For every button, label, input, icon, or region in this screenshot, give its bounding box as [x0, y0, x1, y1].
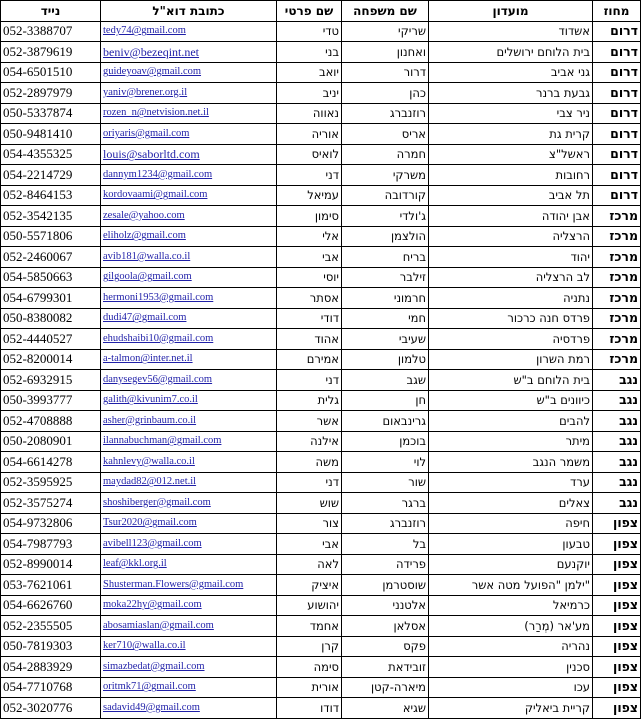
phone-cell: 050-3993777 [1, 390, 101, 411]
email-link[interactable]: moka22hy@gmail.com [103, 599, 202, 611]
phone-cell: 050-9481410 [1, 124, 101, 145]
phone-cell: 052-3595925 [1, 472, 101, 493]
last-name-cell: לוי [342, 452, 429, 473]
phone-cell: 052-4440527 [1, 329, 101, 350]
first-name-cell: קרן [277, 636, 342, 657]
email-link[interactable]: gilgoola@gmail.com [103, 271, 192, 283]
first-name-cell: טדי [277, 21, 342, 42]
email-cell [101, 288, 277, 309]
last-name-cell: אלטנני [342, 595, 429, 616]
email-cell [101, 698, 277, 719]
club-cell: רמת השרון [429, 349, 593, 370]
email-link[interactable]: dannym1234@gmail.com [103, 168, 213, 180]
email-cell [101, 677, 277, 698]
table-row [1, 493, 641, 514]
table-row [1, 308, 641, 329]
first-name-cell: בני [277, 42, 342, 63]
region-cell: דרום [593, 165, 641, 186]
email-cell [101, 595, 277, 616]
region-cell: מרכז [593, 267, 641, 288]
email-cell [101, 226, 277, 247]
last-name-cell: גרינבאום [342, 411, 429, 432]
last-name-cell: ואחנון [342, 42, 429, 63]
email-cell [101, 472, 277, 493]
club-cell: להבים [429, 411, 593, 432]
first-name-cell: אהוד [277, 329, 342, 350]
region-cell: נגב [593, 390, 641, 411]
region-cell: צפון [593, 677, 641, 698]
region-cell: צפון [593, 657, 641, 678]
table-row [1, 349, 641, 370]
email-link[interactable]: abosamiaslan@gmail.com [103, 619, 214, 631]
email-link[interactable]: oriyaris@gmail.com [103, 127, 190, 139]
phone-cell: 050-5337874 [1, 103, 101, 124]
table-row [1, 21, 641, 42]
last-name-cell: שור [342, 472, 429, 493]
phone-cell: 052-3879619 [1, 42, 101, 63]
club-cell: הרצליה [429, 226, 593, 247]
email-cell [101, 575, 277, 596]
phone-cell: 054-2883929 [1, 657, 101, 678]
region-cell: מרכז [593, 206, 641, 227]
email-link[interactable]: simazbedat@gmail.com [103, 660, 205, 672]
table-row [1, 616, 641, 637]
email-link[interactable]: Shusterman.Flowers@gmail.com [103, 578, 244, 590]
phone-cell: 052-3542135 [1, 206, 101, 227]
table-row [1, 62, 641, 83]
last-name-cell: חמרה [342, 144, 429, 165]
email-cell [101, 431, 277, 452]
last-name-cell: בריח [342, 247, 429, 268]
table-row [1, 390, 641, 411]
table-row [1, 554, 641, 575]
first-name-cell: גלית [277, 390, 342, 411]
phone-cell: 052-3020776 [1, 698, 101, 719]
phone-cell: 050-5571806 [1, 226, 101, 247]
table-row [1, 42, 641, 63]
phone-cell: 054-7987793 [1, 534, 101, 555]
first-name-cell: צור [277, 513, 342, 534]
first-name-cell: משה [277, 452, 342, 473]
email-cell [101, 83, 277, 104]
region-cell: דרום [593, 42, 641, 63]
email-cell [101, 370, 277, 391]
email-cell [101, 411, 277, 432]
email-cell [101, 62, 277, 83]
email-cell [101, 42, 277, 63]
phone-cell: 052-8990014 [1, 554, 101, 575]
club-cell: יהוד [429, 247, 593, 268]
first-name-cell: שוש [277, 493, 342, 514]
email-link[interactable]: rozen_n@netvision.net.il [103, 107, 209, 119]
club-cell: צאלים [429, 493, 593, 514]
phone-cell: 050-7819303 [1, 636, 101, 657]
region-cell: מרכז [593, 288, 641, 309]
phone-cell: 053-7621061 [1, 575, 101, 596]
email-cell [101, 349, 277, 370]
header-row [1, 1, 641, 22]
region-cell: דרום [593, 21, 641, 42]
table-row [1, 165, 641, 186]
email-cell [101, 185, 277, 206]
phone-cell: 054-6799301 [1, 288, 101, 309]
region-cell: צפון [593, 616, 641, 637]
first-name-cell: איציק [277, 575, 342, 596]
email-link[interactable]: danysegev56@gmail.com [103, 373, 213, 385]
email-cell [101, 513, 277, 534]
table-row [1, 657, 641, 678]
last-name-cell: בוכמן [342, 431, 429, 452]
email-link[interactable]: eliholz@gmail.com [103, 230, 186, 242]
region-cell: צפון [593, 698, 641, 719]
region-cell: מרכז [593, 349, 641, 370]
table-row [1, 370, 641, 391]
club-cell: עכו [429, 677, 593, 698]
region-cell: מרכז [593, 329, 641, 350]
table-row [1, 472, 641, 493]
club-cell: אבן יהודה [429, 206, 593, 227]
region-cell: דרום [593, 124, 641, 145]
last-name-cell: זובידאת [342, 657, 429, 678]
table-row [1, 288, 641, 309]
email-cell [101, 144, 277, 165]
email-link[interactable]: louis@saborltd.com [103, 147, 200, 162]
phone-cell: 052-2460067 [1, 247, 101, 268]
club-cell: מע'אר (מְרַר) [429, 616, 593, 637]
email-cell [101, 657, 277, 678]
first-name-cell: יואב [277, 62, 342, 83]
email-cell [101, 124, 277, 145]
first-name-cell: אילנה [277, 431, 342, 452]
phone-cell: 052-8200014 [1, 349, 101, 370]
club-cell: רחובות [429, 165, 593, 186]
phone-cell: 050-8380082 [1, 308, 101, 329]
email-link[interactable]: galith@kivunim7.co.il [103, 394, 198, 406]
table-row [1, 124, 641, 145]
club-cell: ניר צבי [429, 103, 593, 124]
email-link[interactable]: avib181@walla.co.il [103, 250, 191, 262]
last-name-cell: חרמוני [342, 288, 429, 309]
club-cell: יוקנעם [429, 554, 593, 575]
email-cell [101, 21, 277, 42]
table-row [1, 267, 641, 288]
club-cell: קריית ביאליק [429, 698, 593, 719]
phone-cell: 054-6626760 [1, 595, 101, 616]
email-cell [101, 206, 277, 227]
club-cell: לב הרצליה [429, 267, 593, 288]
region-cell: דרום [593, 62, 641, 83]
last-name-cell: ג'ולדי [342, 206, 429, 227]
region-cell: דרום [593, 185, 641, 206]
email-link[interactable]: ilannabuchman@gmail.com [103, 435, 222, 447]
email-link[interactable]: ker710@walla.co.il [103, 640, 186, 652]
club-cell: גני אביב [429, 62, 593, 83]
first-name-cell: לואיס [277, 144, 342, 165]
region-cell: נגב [593, 452, 641, 473]
club-cell: חיפה [429, 513, 593, 534]
first-name-cell: אסתר [277, 288, 342, 309]
table-row [1, 452, 641, 473]
email-link[interactable]: tedy74@gmail.com [103, 25, 186, 37]
region-cell: נגב [593, 431, 641, 452]
last-name-cell: שגיא [342, 698, 429, 719]
first-name-cell: אוריה [277, 124, 342, 145]
first-name-cell: אחמד [277, 616, 342, 637]
email-cell [101, 554, 277, 575]
email-link[interactable]: ehudshaibi10@gmail.com [103, 332, 214, 344]
table-row [1, 534, 641, 555]
table-row [1, 185, 641, 206]
header-last-name: שם משפחה [342, 1, 429, 22]
first-name-cell: דני [277, 165, 342, 186]
club-cell: תל אביב [429, 185, 593, 206]
club-cell: סכנין [429, 657, 593, 678]
club-cell: טבעון [429, 534, 593, 555]
email-link[interactable]: kordovaami@gmail.com [103, 189, 208, 201]
table-row [1, 595, 641, 616]
region-cell: דרום [593, 103, 641, 124]
region-cell: נגב [593, 472, 641, 493]
region-cell: מרכז [593, 247, 641, 268]
club-cell: גבעת ברנר [429, 83, 593, 104]
phone-cell: 052-3388707 [1, 21, 101, 42]
phone-cell: 052-6932915 [1, 370, 101, 391]
first-name-cell: יהושוע [277, 595, 342, 616]
first-name-cell: אמירם [277, 349, 342, 370]
header-phone: נייד [1, 1, 101, 22]
email-link[interactable]: shoshiberger@gmail.com [103, 496, 211, 508]
last-name-cell: רוזנברג [342, 513, 429, 534]
email-cell [101, 390, 277, 411]
region-cell: דרום [593, 83, 641, 104]
region-cell: נגב [593, 493, 641, 514]
club-cell: פרדס חנה כרכור [429, 308, 593, 329]
last-name-cell: שריקי [342, 21, 429, 42]
first-name-cell: נאווה [277, 103, 342, 124]
email-link[interactable]: zesale@yahoo.com [103, 209, 185, 221]
first-name-cell: דני [277, 472, 342, 493]
first-name-cell: אורית [277, 677, 342, 698]
table-row [1, 206, 641, 227]
phone-cell: 052-3575274 [1, 493, 101, 514]
table-body [1, 21, 641, 718]
email-cell [101, 308, 277, 329]
club-cell: בית הלוחם ירושלים [429, 42, 593, 63]
phone-cell: 054-2214729 [1, 165, 101, 186]
club-cell: אשדוד [429, 21, 593, 42]
table-row [1, 575, 641, 596]
region-cell: צפון [593, 513, 641, 534]
last-name-cell: מיארה-קטן [342, 677, 429, 698]
email-cell [101, 247, 277, 268]
email-link[interactable]: avibell123@gmail.com [103, 537, 202, 549]
region-cell: מרכז [593, 308, 641, 329]
email-link[interactable]: maydad82@012.net.il [103, 476, 197, 488]
table-row [1, 698, 641, 719]
first-name-cell: סימון [277, 206, 342, 227]
table-row [1, 103, 641, 124]
table-header [1, 1, 641, 22]
email-cell [101, 493, 277, 514]
email-cell [101, 329, 277, 350]
email-link[interactable]: hermoni1953@gmail.com [103, 291, 214, 303]
last-name-cell: זילבר [342, 267, 429, 288]
table-row [1, 144, 641, 165]
region-cell: צפון [593, 575, 641, 596]
club-cell: נתניה [429, 288, 593, 309]
phone-cell: 052-4708888 [1, 411, 101, 432]
club-cell: כיוונים ב"ש [429, 390, 593, 411]
last-name-cell: אסלאן [342, 616, 429, 637]
club-cell: פרדסיה [429, 329, 593, 350]
club-cell: מיתר [429, 431, 593, 452]
phone-cell: 052-2355505 [1, 616, 101, 637]
email-link[interactable]: guideyoav@gmail.com [103, 66, 202, 78]
phone-cell: 054-5850663 [1, 267, 101, 288]
email-link[interactable]: oritmk71@gmail.com [103, 681, 196, 693]
region-cell: צפון [593, 636, 641, 657]
header-email: כתובת דוא"ל [101, 1, 277, 22]
header-club: מועדון [429, 1, 593, 22]
first-name-cell: דודי [277, 308, 342, 329]
last-name-cell: בל [342, 534, 429, 555]
first-name-cell: יניב [277, 83, 342, 104]
first-name-cell: דודו [277, 698, 342, 719]
email-cell [101, 267, 277, 288]
last-name-cell: חמי [342, 308, 429, 329]
phone-cell: 052-2897979 [1, 83, 101, 104]
first-name-cell: לאה [277, 554, 342, 575]
table-row [1, 329, 641, 350]
last-name-cell: פקס [342, 636, 429, 657]
phone-cell: 054-9732806 [1, 513, 101, 534]
club-cell: בית הלוחם ב"ש [429, 370, 593, 391]
phone-cell: 054-6614278 [1, 452, 101, 473]
phone-cell: 054-7710768 [1, 677, 101, 698]
last-name-cell: חן [342, 390, 429, 411]
region-cell: נגב [593, 370, 641, 391]
phone-cell: 054-4355325 [1, 144, 101, 165]
region-cell: נגב [593, 411, 641, 432]
email-link[interactable]: asher@grinbaum.co.il [103, 414, 197, 426]
header-first-name: שם פרטי [277, 1, 342, 22]
last-name-cell: הולצמן [342, 226, 429, 247]
last-name-cell: פרידה [342, 554, 429, 575]
email-cell [101, 452, 277, 473]
email-cell [101, 534, 277, 555]
region-cell: מרכז [593, 226, 641, 247]
first-name-cell: סימה [277, 657, 342, 678]
table-row [1, 226, 641, 247]
club-cell: משמר הנגב [429, 452, 593, 473]
last-name-cell: שוסטרמן [342, 575, 429, 596]
region-cell: צפון [593, 595, 641, 616]
phone-cell: 052-8464153 [1, 185, 101, 206]
phone-cell: 054-6501510 [1, 62, 101, 83]
email-link[interactable]: beniv@bezeqint.net [103, 44, 200, 59]
email-cell [101, 616, 277, 637]
table-row [1, 636, 641, 657]
table-row [1, 247, 641, 268]
table-row [1, 677, 641, 698]
email-link[interactable]: yaniv@brener.org.il [103, 86, 188, 98]
email-link[interactable]: kahnlevy@walla.co.il [103, 455, 195, 467]
last-name-cell: משרקי [342, 165, 429, 186]
email-cell [101, 636, 277, 657]
last-name-cell: כהן [342, 83, 429, 104]
email-link[interactable]: leaf@kkl.org.il [103, 558, 167, 570]
region-cell: צפון [593, 534, 641, 555]
phone-cell: 050-2080901 [1, 431, 101, 452]
last-name-cell: קורדובה [342, 185, 429, 206]
club-cell: ראשל"צ [429, 144, 593, 165]
email-link[interactable]: a-talmon@inter.net.il [103, 353, 193, 365]
club-cell: קרית גת [429, 124, 593, 145]
first-name-cell: אבי [277, 534, 342, 555]
first-name-cell: דני [277, 370, 342, 391]
last-name-cell: דרור [342, 62, 429, 83]
last-name-cell: שגב [342, 370, 429, 391]
first-name-cell: עמיאל [277, 185, 342, 206]
email-link[interactable]: dudi47@gmail.com [103, 312, 187, 324]
email-link[interactable]: sadavid49@gmail.com [103, 701, 200, 713]
club-cell: "ילמן "הפועל מטה אשר [429, 575, 593, 596]
last-name-cell: רוזנברג [342, 103, 429, 124]
table-row [1, 431, 641, 452]
table-row [1, 513, 641, 534]
last-name-cell: אריס [342, 124, 429, 145]
club-cell: כרמיאל [429, 595, 593, 616]
email-cell [101, 165, 277, 186]
header-region: מחוז [593, 1, 641, 22]
first-name-cell: אלי [277, 226, 342, 247]
first-name-cell: אבי [277, 247, 342, 268]
email-cell [101, 103, 277, 124]
table-row [1, 83, 641, 104]
first-name-cell: אשר [277, 411, 342, 432]
club-cell: ערד [429, 472, 593, 493]
last-name-cell: טלמון [342, 349, 429, 370]
club-cell: נהריה [429, 636, 593, 657]
email-link[interactable]: Tsur2020@gmail.com [103, 517, 197, 529]
first-name-cell: יוסי [277, 267, 342, 288]
region-cell: צפון [593, 554, 641, 575]
last-name-cell: ברגר [342, 493, 429, 514]
table-row [1, 411, 641, 432]
last-name-cell: שעיבי [342, 329, 429, 350]
region-cell: דרום [593, 144, 641, 165]
